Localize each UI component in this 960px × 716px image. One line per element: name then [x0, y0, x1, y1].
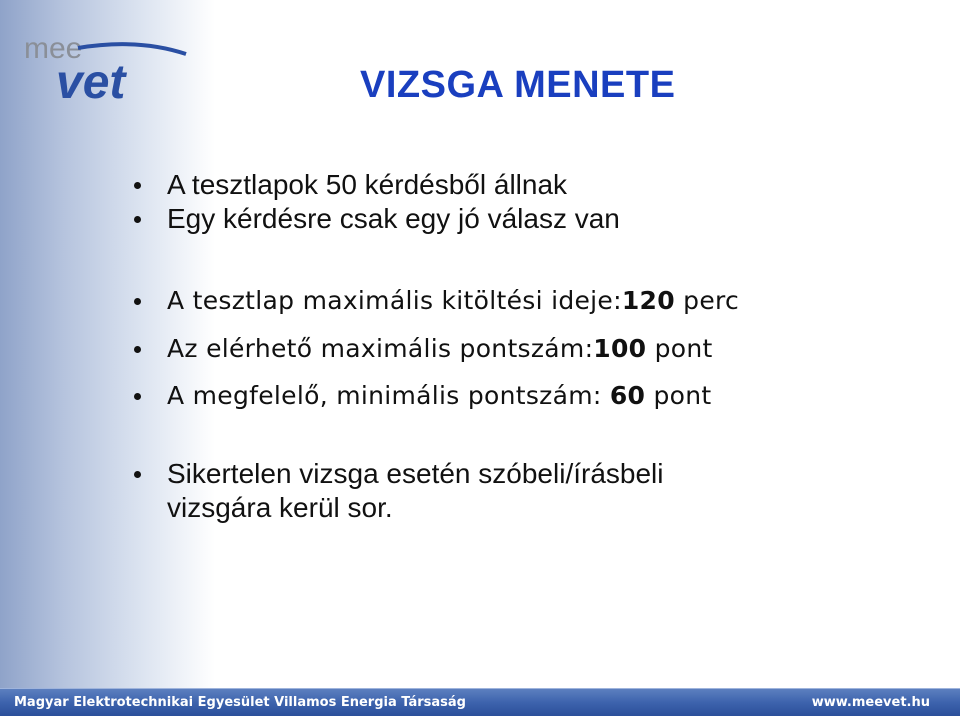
bullet-item — [130, 457, 930, 525]
bullet-item — [130, 379, 930, 413]
bullet-value: 60 — [609, 381, 646, 410]
logo-text-mee: mee — [24, 32, 83, 65]
bullet-text: A tesztlap maximális kitöltési ideje: — [167, 286, 622, 315]
bullet-unit: perc — [674, 286, 740, 315]
bullet-text: A tesztlapok 50 kérdésből állnak — [167, 169, 568, 200]
bullet-item — [130, 284, 930, 318]
bullet-value: 100 — [593, 334, 647, 363]
bullet-text: A megfelelő, minimális pontszám: — [167, 381, 610, 410]
logo-swoosh — [78, 44, 186, 54]
bullet-item — [130, 168, 930, 202]
bullet-unit: pont — [646, 334, 713, 363]
bullet-list — [130, 168, 930, 525]
footer-organization: Magyar Elektrotechnikai Egyesület Villamos Energia Társaság — [14, 695, 466, 710]
slide-title: VIZSGA MENETE — [360, 64, 676, 106]
bullet-unit: pont — [645, 381, 712, 410]
meevet-logo — [18, 28, 198, 108]
bullet-item — [130, 202, 930, 236]
footer-website-link[interactable]: www.meevet.hu — [811, 695, 930, 710]
footer-bar — [0, 688, 960, 716]
bullet-value: 120 — [621, 286, 675, 315]
bullet-text-continued: vizsgára kerül sor. — [167, 492, 393, 523]
logo-text-vet: vet — [56, 56, 126, 108]
bullet-text: Egy kérdésre csak egy jó válasz van — [167, 203, 620, 234]
bullet-item — [130, 332, 930, 366]
bullet-text: Az elérhető maximális pontszám: — [167, 334, 594, 363]
bullet-text: Sikertelen vizsga esetén szóbeli/írásbeli — [167, 458, 664, 489]
